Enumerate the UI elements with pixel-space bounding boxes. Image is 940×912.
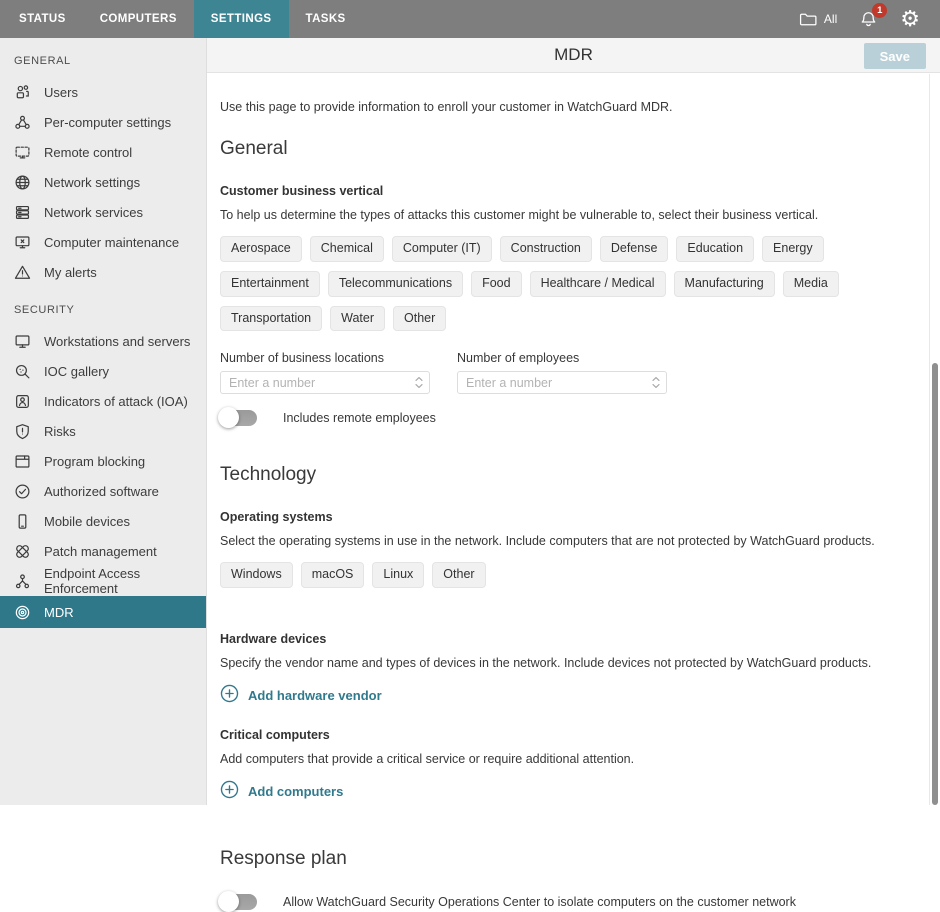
mdr-eye-icon (14, 604, 31, 621)
sidebar-item-indicators-of-attack-ioa[interactable] (0, 386, 206, 416)
isolate-toggle[interactable] (220, 894, 257, 910)
remote-control-icon (14, 144, 31, 161)
chip-media[interactable]: Media (783, 271, 839, 297)
general-heading: General (220, 138, 288, 159)
sidebar-item-mobile-devices[interactable] (0, 506, 206, 536)
os-label: Operating systems (220, 510, 333, 525)
sidebar-item-label: Program blocking (44, 453, 146, 469)
chip-other[interactable]: Other (432, 562, 485, 588)
window-icon (14, 453, 31, 470)
check-circle-icon (14, 483, 31, 500)
employees-label: Number of employees (457, 351, 580, 366)
chip-food[interactable]: Food (471, 271, 522, 297)
sidebar-item-label: My alerts (44, 264, 97, 280)
sidebar-item-label: Per-computer settings (44, 114, 172, 130)
isolate-row (220, 894, 908, 910)
add-computers-button[interactable] (220, 780, 908, 802)
per-computer-settings-icon (14, 114, 31, 131)
locations-input-wrap (220, 371, 430, 394)
locations-input[interactable] (229, 376, 414, 390)
scrollbar-thumb[interactable] (932, 363, 938, 805)
number-fields (220, 351, 908, 394)
critical-computers-label: Critical computers (220, 728, 330, 742)
locations-stepper[interactable] (414, 375, 424, 390)
chip-telecommunications[interactable]: Telecommunications (328, 271, 463, 297)
sidebar-item-users[interactable] (0, 77, 206, 107)
sidebar-section-security: SECURITY (14, 304, 75, 316)
folder-icon (799, 11, 818, 28)
navbar-actions (799, 0, 940, 38)
server-stack-icon (14, 204, 31, 221)
chip-education[interactable]: Education (676, 236, 754, 262)
sidebar-item-label: Mobile devices (44, 513, 130, 529)
sidebar-item-label: IOC gallery (44, 363, 110, 379)
response-plan-heading: Response plan (220, 848, 347, 869)
employees-input-wrap (457, 371, 667, 394)
plus-circle-icon (220, 780, 239, 802)
employees-input[interactable] (466, 376, 651, 390)
chip-other[interactable]: Other (393, 306, 446, 332)
sidebar-item-mdr[interactable] (0, 596, 206, 628)
sidebar-item-computer-maintenance[interactable] (0, 227, 206, 257)
remote-employees-toggle[interactable] (220, 410, 257, 426)
sidebar-item-remote-control[interactable] (0, 137, 206, 167)
locations-label: Number of business locations (220, 351, 384, 366)
notification-badge: 1 (872, 3, 887, 18)
sidebar-item-label: Patch management (44, 543, 157, 559)
chip-construction[interactable]: Construction (500, 236, 592, 262)
magnifier-dots-icon (14, 363, 31, 380)
scrollbar-track[interactable] (929, 74, 940, 805)
sidebar-item-label: Network settings (44, 174, 141, 190)
chip-chemical[interactable]: Chemical (310, 236, 384, 262)
chip-healthcare-medical[interactable]: Healthcare / Medical (530, 271, 666, 297)
business-vertical-desc: To help us determine the types of attacks this customer might be vulnerable to, select their business vertical. (220, 208, 819, 222)
plus-circle-icon (220, 684, 239, 706)
remote-employees-label: Includes remote employees (283, 411, 436, 426)
toggle-knob (218, 407, 239, 428)
sidebar-item-workstations-and-servers[interactable] (0, 326, 206, 356)
remote-employees-row (220, 410, 908, 426)
chip-computer-it[interactable]: Computer (IT) (392, 236, 492, 262)
sidebar-item-label: Authorized software (44, 483, 159, 499)
sidebar-item-label: Network services (44, 204, 143, 220)
chip-manufacturing[interactable]: Manufacturing (674, 271, 775, 297)
isolate-label: Allow WatchGuard Security Operations Center to isolate computers on the customer network (283, 895, 796, 909)
sidebar-item-label: Endpoint Access Enforcement (44, 566, 141, 596)
gear-icon[interactable]: ⚙ (900, 6, 920, 31)
mdr-form (207, 73, 940, 910)
chip-defense[interactable]: Defense (600, 236, 669, 262)
add-computers-label: Add computers (248, 783, 344, 799)
sidebar-item-patch-management[interactable] (0, 536, 206, 566)
alert-triangle-icon (14, 264, 31, 281)
sidebar-item-risks[interactable] (0, 416, 206, 446)
business-vertical-label: Customer business vertical (220, 184, 384, 198)
folder-filter-button[interactable] (799, 11, 837, 28)
users-icon (14, 84, 31, 101)
sidebar-section-general: GENERAL (14, 55, 71, 67)
sidebar-item-label: Workstations and servers (44, 333, 191, 349)
monitor-icon (14, 333, 31, 350)
add-hardware-vendor-label: Add hardware vendor (248, 687, 382, 703)
page-title: MDR (554, 45, 593, 64)
sidebar-item-per-computer-settings[interactable] (0, 107, 206, 137)
sidebar-item-label: Indicators of attack (IOA) (44, 393, 188, 409)
sidebar-item-my-alerts[interactable] (0, 257, 206, 287)
chip-aerospace[interactable]: Aerospace (220, 236, 302, 262)
chip-transportation[interactable]: Transportation (220, 306, 322, 332)
hardware-desc: Specify the vendor name and types of devices in the network. Include devices not protected by WatchGuard products. (220, 656, 872, 670)
settings-sidebar (0, 38, 207, 805)
computer-maintenance-icon (14, 234, 31, 251)
chip-windows[interactable]: Windows (220, 562, 293, 588)
sidebar-item-label: Users (44, 84, 78, 100)
sidebar-item-label: Risks (44, 423, 76, 439)
save-button[interactable]: Save (864, 43, 926, 69)
page-header (207, 38, 940, 73)
tab-tasks[interactable]: TASKS (305, 13, 346, 25)
nav-tabs (0, 0, 363, 38)
globe-icon (14, 174, 31, 191)
intro-text: Use this page to provide information to enroll your customer in WatchGuard MDR. (220, 100, 673, 114)
tab-settings[interactable]: SETTINGS (194, 0, 289, 38)
node-tree-icon (14, 573, 31, 590)
os-desc: Select the operating systems in use in the network. Include computers that are not protected by WatchGuard products. (220, 534, 875, 549)
sidebar-item-program-blocking[interactable] (0, 446, 206, 476)
chip-energy[interactable]: Energy (762, 236, 824, 262)
sidebar-item-authorized-software[interactable] (0, 476, 206, 506)
folder-filter-label: All (823, 12, 838, 26)
employees-stepper[interactable] (651, 375, 661, 390)
tab-status[interactable]: STATUS (19, 13, 66, 25)
top-navbar (0, 0, 940, 38)
main-panel (207, 38, 940, 909)
mobile-icon (14, 513, 31, 530)
sidebar-item-network-settings[interactable] (0, 167, 206, 197)
chip-entertainment[interactable]: Entertainment (220, 271, 320, 297)
hardware-label: Hardware devices (220, 632, 327, 646)
patch-icon (14, 543, 31, 560)
shield-alert-icon (14, 423, 31, 440)
business-vertical-chips (220, 236, 908, 331)
sidebar-item-endpoint-access-enforcement[interactable] (0, 566, 206, 596)
chip-linux[interactable]: Linux (372, 562, 424, 588)
sidebar-item-label: MDR (44, 604, 74, 620)
chip-macos[interactable]: macOS (301, 562, 365, 588)
os-chips (220, 562, 908, 588)
sidebar-item-label: Computer maintenance (44, 234, 180, 250)
person-card-icon (14, 393, 31, 410)
sidebar-item-network-services[interactable] (0, 197, 206, 227)
add-hardware-vendor-button[interactable] (220, 684, 908, 706)
notifications-button[interactable] (859, 4, 883, 29)
chip-water[interactable]: Water (330, 306, 385, 332)
toggle-knob (218, 891, 239, 912)
sidebar-item-ioc-gallery[interactable] (0, 356, 206, 386)
tab-computers[interactable]: COMPUTERS (99, 13, 177, 25)
technology-heading: Technology (220, 464, 317, 486)
sidebar-item-label: Remote control (44, 144, 133, 160)
critical-computers-desc: Add computers that provide a critical service or require additional attention. (220, 752, 635, 766)
